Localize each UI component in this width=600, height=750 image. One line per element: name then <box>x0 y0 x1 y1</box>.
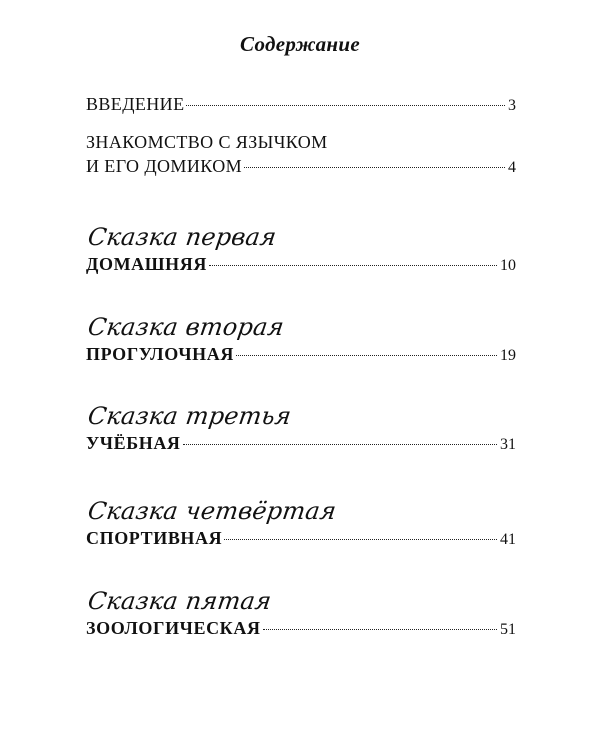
toc-line <box>86 252 516 278</box>
toc-line <box>86 616 516 642</box>
dot-leader <box>209 265 497 266</box>
toc-entry-label: УЧЁБНАЯ <box>86 433 181 453</box>
toc-entry-label: ЗООЛОГИЧЕСКАЯ <box>86 618 261 638</box>
toc-page-number: 4 <box>508 159 516 176</box>
toc-entry-label: СПОРТИВНАЯ <box>86 528 223 548</box>
toc-entry-tale-4[interactable] <box>86 496 516 552</box>
toc-page-number: 10 <box>500 257 516 274</box>
tale-subtitle: Сказка первая <box>86 223 279 251</box>
toc-page-number: 19 <box>500 347 516 364</box>
toc-line <box>86 342 516 368</box>
toc-entry-label: ДОМАШНЯЯ <box>86 254 207 274</box>
dot-leader <box>244 167 505 168</box>
toc-line <box>86 431 516 457</box>
dot-leader <box>263 629 497 630</box>
toc-entry-label: ПРОГУЛОЧНАЯ <box>86 344 234 364</box>
toc-entry-tale-1[interactable] <box>86 222 516 278</box>
toc-entry-tale-2[interactable] <box>86 312 516 368</box>
toc-entry-tale-3[interactable] <box>86 401 516 457</box>
tale-subtitle: Сказка третья <box>86 402 294 430</box>
toc-line <box>86 92 516 118</box>
dot-leader <box>183 444 497 445</box>
tale-subtitle: Сказка четвёртая <box>86 497 339 525</box>
toc-entry-intro[interactable] <box>86 92 516 118</box>
toc-page-number: 3 <box>508 97 516 114</box>
toc-page-number: 31 <box>500 436 516 453</box>
tale-subtitle: Сказка пятая <box>86 587 274 615</box>
toc-entry-label-line2: И ЕГО ДОМИКОМ <box>86 156 242 176</box>
toc-line <box>86 526 516 552</box>
dot-leader <box>236 355 497 356</box>
toc-entry-tale-5[interactable] <box>86 586 516 642</box>
toc-page-number: 51 <box>500 621 516 638</box>
dot-leader <box>186 105 505 106</box>
toc-page-number: 41 <box>500 531 516 548</box>
toc-entry-label-line1: ЗНАКОМСТВО С ЯЗЫЧКОМ <box>86 132 328 152</box>
page-title: Содержание <box>240 32 360 56</box>
dot-leader <box>224 539 497 540</box>
tale-subtitle: Сказка вторая <box>86 313 286 341</box>
toc-line <box>86 154 516 180</box>
toc-entry-acquaintance[interactable] <box>86 130 516 180</box>
toc-entry-label: ВВЕДЕНИЕ <box>86 94 185 114</box>
